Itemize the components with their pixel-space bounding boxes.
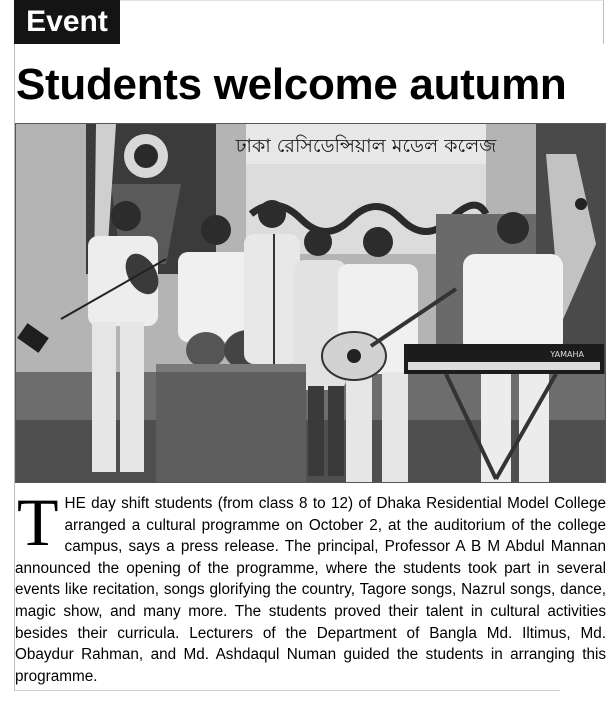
stage-banner: ঢাকা রেসিডেন্সিয়াল মডেল কলেজ xyxy=(235,135,497,157)
headline: Students welcome autumn xyxy=(16,60,567,109)
keyboard-brand: YAMAHA xyxy=(550,350,584,359)
section-tag: Event xyxy=(14,0,120,44)
bottom-rule xyxy=(14,690,560,691)
event-photo xyxy=(15,123,606,483)
drop-cap: T xyxy=(17,484,59,560)
article-body xyxy=(15,484,606,687)
article-text: HE day shift students (from class 8 to 12) of Dhaka Residential Model College arranged a cultural programme on October 2, at the auditorium of the college campus, says a press release. The principal, Professor A B M Abdul Mannan announced the opening of the programme, where the students took part in several events like recitation, songs glorifying the country, Tagore songs, Nazrul songs, dance, magic show, and many more. The students proved their talent in cultural activities besides their curricula. Lecturers of the Department of Bangla Md. Iltimus, Md. Obaydur Rahman, and Md. Ashdaqul Numan guided the students in arranging this programme. xyxy=(15,495,606,685)
right-rule xyxy=(603,0,604,44)
